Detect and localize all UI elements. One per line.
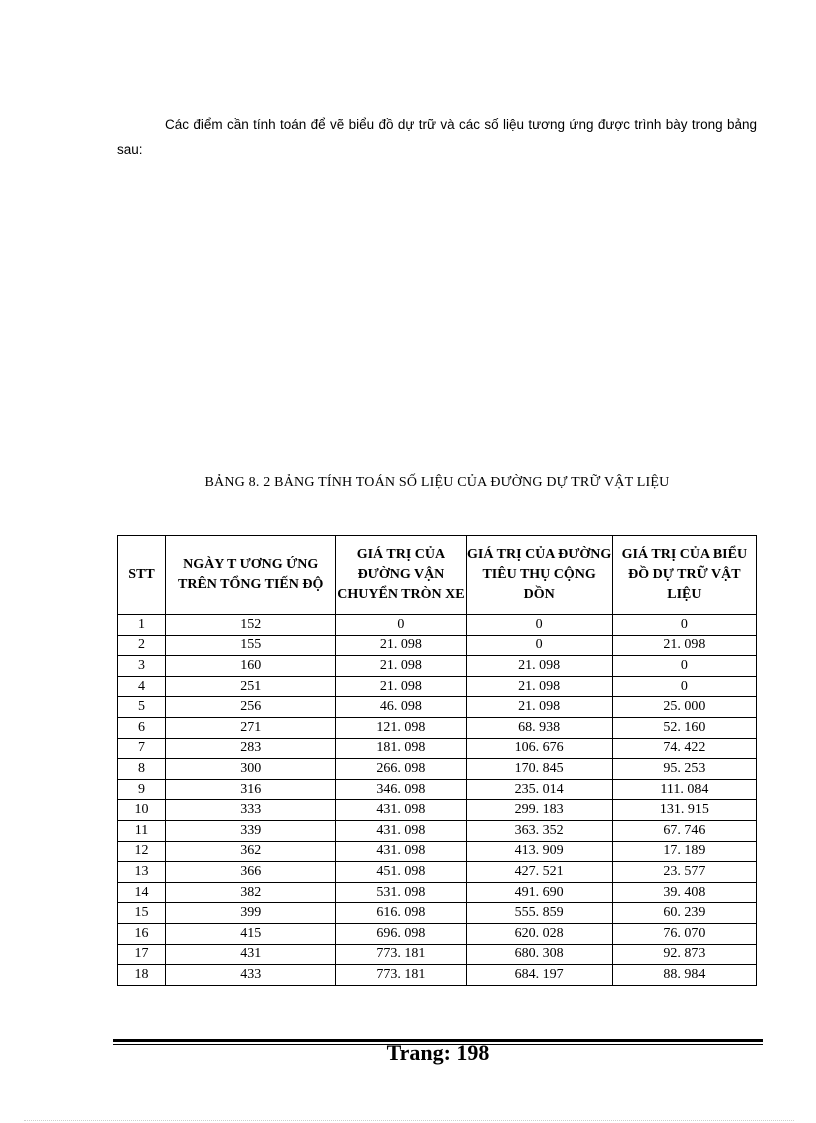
table-row xyxy=(118,841,757,862)
table-cell: 431. 098 xyxy=(336,841,466,862)
table-cell: 23. 577 xyxy=(612,862,756,883)
table-cell: 555. 859 xyxy=(466,903,612,924)
table-cell: 251 xyxy=(166,676,336,697)
header-tieu-thu: GIÁ TRỊ CỦA ĐƯỜNG TIÊU THỤ CỘNG DỒN xyxy=(466,536,612,615)
table-cell: 46. 098 xyxy=(336,697,466,718)
table-row xyxy=(118,676,757,697)
table-cell: 14 xyxy=(118,882,166,903)
table-row xyxy=(118,882,757,903)
table-body xyxy=(118,615,757,986)
data-table xyxy=(117,535,757,986)
table-cell: 1 xyxy=(118,615,166,636)
table-cell: 121. 098 xyxy=(336,717,466,738)
table-cell: 451. 098 xyxy=(336,862,466,883)
table-cell: 431 xyxy=(166,944,336,965)
table-cell: 60. 239 xyxy=(612,903,756,924)
table-cell: 0 xyxy=(612,615,756,636)
table-row xyxy=(118,779,757,800)
table-cell: 235. 014 xyxy=(466,779,612,800)
table-cell: 155 xyxy=(166,635,336,656)
page-number: Trang: 198 xyxy=(386,1040,490,1065)
table-cell: 0 xyxy=(466,635,612,656)
header-van-chuyen: GIÁ TRỊ CỦA ĐƯỜNG VẬN CHUYỂN TRÒN XE xyxy=(336,536,466,615)
table-row xyxy=(118,965,757,986)
table-cell: 21. 098 xyxy=(612,635,756,656)
table-cell: 433 xyxy=(166,965,336,986)
table-row xyxy=(118,759,757,780)
table-cell: 181. 098 xyxy=(336,738,466,759)
table-row xyxy=(118,903,757,924)
table-cell: 88. 984 xyxy=(612,965,756,986)
table-cell: 415 xyxy=(166,923,336,944)
header-du-tru: GIÁ TRỊ CỦA BIỂU ĐỒ DỰ TRỮ VẬT LIỆU xyxy=(612,536,756,615)
table-cell: 17 xyxy=(118,944,166,965)
table-cell: 0 xyxy=(612,676,756,697)
table-row xyxy=(118,635,757,656)
header-ngay: NGÀY T ƯƠNG ỨNG TRÊN TỔNG TIẾN ĐỘ xyxy=(166,536,336,615)
table-cell: 6 xyxy=(118,717,166,738)
table-cell: 300 xyxy=(166,759,336,780)
table-cell: 95. 253 xyxy=(612,759,756,780)
table-cell: 684. 197 xyxy=(466,965,612,986)
table-cell: 11 xyxy=(118,820,166,841)
table-cell: 17. 189 xyxy=(612,841,756,862)
table-cell: 616. 098 xyxy=(336,903,466,924)
table-cell: 431. 098 xyxy=(336,820,466,841)
table-cell: 531. 098 xyxy=(336,882,466,903)
table-cell: 283 xyxy=(166,738,336,759)
table-cell: 773. 181 xyxy=(336,965,466,986)
table-cell: 92. 873 xyxy=(612,944,756,965)
table-cell: 339 xyxy=(166,820,336,841)
table-cell: 316 xyxy=(166,779,336,800)
table-cell: 2 xyxy=(118,635,166,656)
table-cell: 399 xyxy=(166,903,336,924)
table-cell: 12 xyxy=(118,841,166,862)
table-row xyxy=(118,697,757,718)
table-cell: 427. 521 xyxy=(466,862,612,883)
table-cell: 21. 098 xyxy=(336,676,466,697)
table-cell: 0 xyxy=(336,615,466,636)
table-cell: 333 xyxy=(166,800,336,821)
table-cell: 111. 084 xyxy=(612,779,756,800)
table-cell: 131. 915 xyxy=(612,800,756,821)
table-row xyxy=(118,820,757,841)
table-cell: 68. 938 xyxy=(466,717,612,738)
table-row xyxy=(118,717,757,738)
table-cell: 4 xyxy=(118,676,166,697)
table-cell: 21. 098 xyxy=(466,676,612,697)
table-cell: 21. 098 xyxy=(466,656,612,677)
table-cell: 299. 183 xyxy=(466,800,612,821)
table-cell: 9 xyxy=(118,779,166,800)
table-cell: 7 xyxy=(118,738,166,759)
table-cell: 266. 098 xyxy=(336,759,466,780)
table-cell: 152 xyxy=(166,615,336,636)
table-cell: 21. 098 xyxy=(466,697,612,718)
table-caption: BẢNG 8. 2 BẢNG TÍNH TOÁN SỐ LIỆU CỦA ĐƯỜNG DỰ TRỮ VẬT LIỆU xyxy=(204,475,670,490)
table-cell: 13 xyxy=(118,862,166,883)
table-cell: 52. 160 xyxy=(612,717,756,738)
table-cell: 363. 352 xyxy=(466,820,612,841)
table-cell: 271 xyxy=(166,717,336,738)
table-cell: 346. 098 xyxy=(336,779,466,800)
table-row xyxy=(118,656,757,677)
table-cell: 15 xyxy=(118,903,166,924)
table-cell: 362 xyxy=(166,841,336,862)
table-cell: 21. 098 xyxy=(336,656,466,677)
table-cell: 21. 098 xyxy=(336,635,466,656)
table-row xyxy=(118,738,757,759)
table-cell: 74. 422 xyxy=(612,738,756,759)
table-cell: 256 xyxy=(166,697,336,718)
table-cell: 170. 845 xyxy=(466,759,612,780)
table-row xyxy=(118,862,757,883)
table-cell: 25. 000 xyxy=(612,697,756,718)
table-row xyxy=(118,615,757,636)
table-cell: 413. 909 xyxy=(466,841,612,862)
table-cell: 620. 028 xyxy=(466,923,612,944)
table-cell: 680. 308 xyxy=(466,944,612,965)
table-cell: 696. 098 xyxy=(336,923,466,944)
table-row xyxy=(118,923,757,944)
table-cell: 0 xyxy=(466,615,612,636)
table-cell: 0 xyxy=(612,656,756,677)
table-cell: 76. 070 xyxy=(612,923,756,944)
table-cell: 8 xyxy=(118,759,166,780)
table-cell: 18 xyxy=(118,965,166,986)
table-cell: 491. 690 xyxy=(466,882,612,903)
page-bottom-divider xyxy=(24,1120,794,1121)
table-cell: 160 xyxy=(166,656,336,677)
table-cell: 5 xyxy=(118,697,166,718)
header-stt: STT xyxy=(118,536,166,615)
table-cell: 382 xyxy=(166,882,336,903)
table-cell: 39. 408 xyxy=(612,882,756,903)
intro-paragraph: Các điểm cần tính toán để vẽ biểu đồ dự trữ và các số liệu tương ứng được trình bày trong bảng sau: xyxy=(117,116,757,157)
table-cell: 67. 746 xyxy=(612,820,756,841)
table-cell: 3 xyxy=(118,656,166,677)
table-row xyxy=(118,800,757,821)
table-row xyxy=(118,944,757,965)
table-cell: 16 xyxy=(118,923,166,944)
table-cell: 431. 098 xyxy=(336,800,466,821)
table-cell: 10 xyxy=(118,800,166,821)
table-header-row xyxy=(118,536,757,615)
table-cell: 106. 676 xyxy=(466,738,612,759)
table-cell: 773. 181 xyxy=(336,944,466,965)
table-cell: 366 xyxy=(166,862,336,883)
